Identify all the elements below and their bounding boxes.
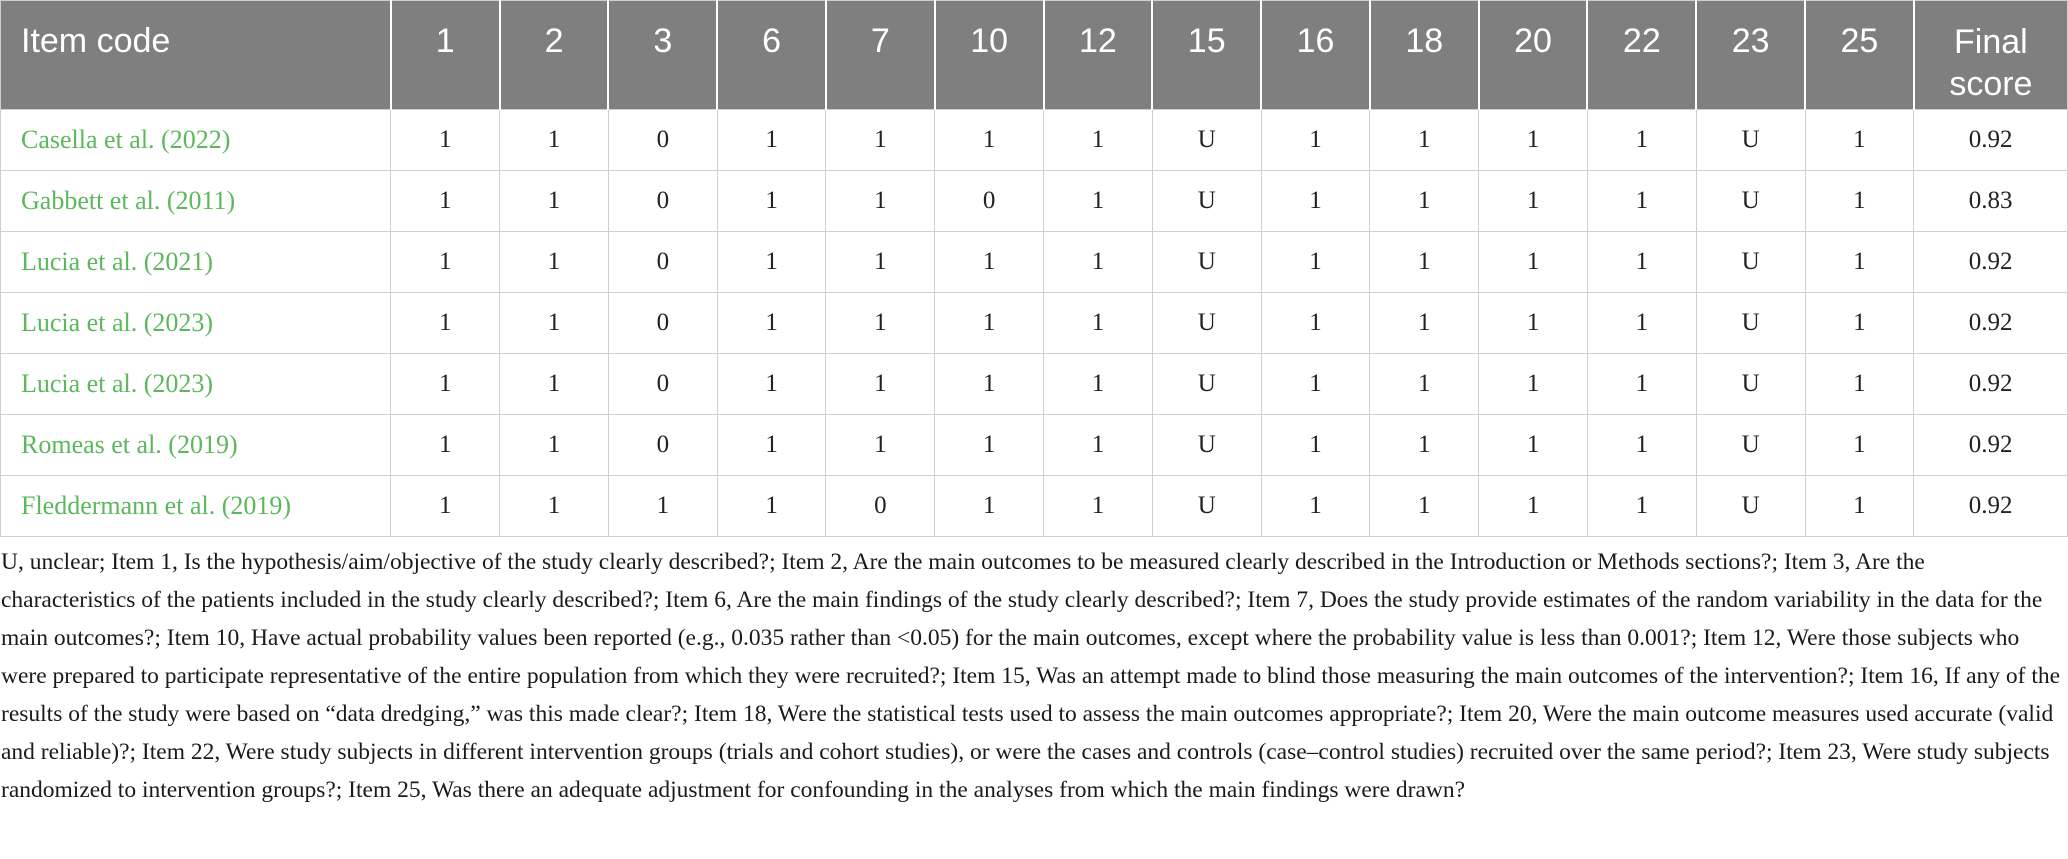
score-cell: 1 bbox=[1587, 354, 1696, 415]
score-cell: 1 bbox=[1370, 354, 1479, 415]
score-cell: 1 bbox=[1479, 476, 1588, 537]
score-cell: 1 bbox=[935, 293, 1044, 354]
score-cell: U bbox=[1696, 232, 1805, 293]
score-cell: 1 bbox=[1044, 476, 1153, 537]
score-cell: U bbox=[1152, 476, 1261, 537]
score-cell: 1 bbox=[1370, 415, 1479, 476]
score-cell: 0 bbox=[608, 354, 717, 415]
score-cell: 1 bbox=[391, 476, 500, 537]
score-cell: 1 bbox=[1805, 293, 1914, 354]
score-cell: 1 bbox=[1044, 354, 1153, 415]
score-cell: 0 bbox=[608, 232, 717, 293]
score-cell: 0 bbox=[608, 110, 717, 171]
header-item-label: 7 bbox=[870, 22, 890, 60]
score-cell: 1 bbox=[391, 415, 500, 476]
score-cell: 1 bbox=[391, 110, 500, 171]
score-cell: 1 bbox=[391, 354, 500, 415]
score-cell: 1 bbox=[1587, 110, 1696, 171]
header-item-label: 16 bbox=[1296, 22, 1335, 60]
header-final-score-label: Final score bbox=[1949, 23, 2033, 103]
final-score-cell: 0.92 bbox=[1914, 354, 2068, 415]
score-cell: 1 bbox=[826, 415, 935, 476]
score-cell: 1 bbox=[391, 171, 500, 232]
score-cell: 1 bbox=[1805, 171, 1914, 232]
header-item-label: 12 bbox=[1079, 22, 1117, 60]
score-cell: 1 bbox=[1587, 293, 1696, 354]
score-cell: 0 bbox=[935, 171, 1044, 232]
score-cell: 1 bbox=[935, 476, 1044, 537]
study-link[interactable]: Romeas et al. (2019) bbox=[1, 415, 391, 476]
score-cell: 1 bbox=[1479, 415, 1588, 476]
score-cell: 1 bbox=[717, 354, 826, 415]
score-cell: 1 bbox=[1587, 415, 1696, 476]
score-cell: 1 bbox=[391, 293, 500, 354]
score-cell: 1 bbox=[1370, 171, 1479, 232]
score-cell: 1 bbox=[1805, 415, 1914, 476]
study-link[interactable]: Lucia et al. (2023) bbox=[1, 354, 391, 415]
final-score-cell: 0.92 bbox=[1914, 476, 2068, 537]
score-cell: 1 bbox=[500, 354, 609, 415]
final-score-cell: 0.83 bbox=[1914, 171, 2068, 232]
score-cell: U bbox=[1696, 415, 1805, 476]
score-cell: 1 bbox=[1587, 476, 1696, 537]
header-item-12 bbox=[1044, 1, 1153, 110]
score-cell: 1 bbox=[1479, 171, 1588, 232]
score-cell: 1 bbox=[826, 171, 935, 232]
score-cell: 1 bbox=[1587, 171, 1696, 232]
score-cell: U bbox=[1152, 171, 1261, 232]
header-item-15 bbox=[1152, 1, 1261, 110]
score-cell: 1 bbox=[1261, 232, 1370, 293]
score-cell: 0 bbox=[608, 293, 717, 354]
score-cell: 1 bbox=[391, 232, 500, 293]
score-cell: 1 bbox=[1044, 293, 1153, 354]
header-item-label: 15 bbox=[1187, 22, 1226, 60]
score-cell: 1 bbox=[935, 415, 1044, 476]
study-link[interactable]: Lucia et al. (2021) bbox=[1, 232, 391, 293]
score-cell: 1 bbox=[500, 171, 609, 232]
table-row bbox=[1, 354, 2068, 415]
header-final-score bbox=[1914, 1, 2068, 110]
score-cell: 1 bbox=[935, 232, 1044, 293]
final-score-cell: 0.92 bbox=[1914, 293, 2068, 354]
score-cell: 1 bbox=[717, 415, 826, 476]
table-row bbox=[1, 110, 2068, 171]
score-cell: U bbox=[1152, 293, 1261, 354]
score-cell: 1 bbox=[826, 354, 935, 415]
score-cell: U bbox=[1696, 354, 1805, 415]
study-link[interactable]: Gabbett et al. (2011) bbox=[1, 171, 391, 232]
header-item-25 bbox=[1805, 1, 1914, 110]
score-cell: 1 bbox=[608, 476, 717, 537]
score-cell: 1 bbox=[500, 110, 609, 171]
score-cell: U bbox=[1152, 354, 1261, 415]
study-link[interactable]: Lucia et al. (2023) bbox=[1, 293, 391, 354]
score-cell: 1 bbox=[717, 171, 826, 232]
final-score-cell: 0.92 bbox=[1914, 232, 2068, 293]
score-cell: 1 bbox=[1479, 354, 1588, 415]
score-cell: 0 bbox=[608, 171, 717, 232]
score-cell: 1 bbox=[1044, 415, 1153, 476]
score-cell: 1 bbox=[717, 110, 826, 171]
header-item-label: 20 bbox=[1514, 22, 1552, 60]
score-cell: 1 bbox=[717, 476, 826, 537]
header-item-label: 18 bbox=[1405, 22, 1444, 60]
score-cell: 1 bbox=[1805, 232, 1914, 293]
score-cell: U bbox=[1152, 110, 1261, 171]
score-cell: 1 bbox=[826, 110, 935, 171]
header-item-20 bbox=[1479, 1, 1588, 110]
header-item-code bbox=[1, 1, 391, 110]
score-cell: 1 bbox=[500, 232, 609, 293]
score-cell: 1 bbox=[717, 232, 826, 293]
study-link[interactable]: Casella et al. (2022) bbox=[1, 110, 391, 171]
score-cell: 1 bbox=[1479, 110, 1588, 171]
score-cell: 1 bbox=[1044, 171, 1153, 232]
score-cell: 1 bbox=[1479, 232, 1588, 293]
final-score-cell: 0.92 bbox=[1914, 415, 2068, 476]
table-row bbox=[1, 171, 2068, 232]
score-cell: 1 bbox=[1261, 110, 1370, 171]
header-item-3 bbox=[608, 1, 717, 110]
score-cell: 1 bbox=[1587, 232, 1696, 293]
score-cell: 0 bbox=[608, 415, 717, 476]
header-item-label: 23 bbox=[1731, 22, 1770, 60]
score-cell: 1 bbox=[500, 415, 609, 476]
score-cell: 1 bbox=[1805, 110, 1914, 171]
score-cell: 1 bbox=[1261, 415, 1370, 476]
header-item-label: 10 bbox=[970, 22, 1009, 60]
header-item-6 bbox=[717, 1, 826, 110]
score-cell: 1 bbox=[826, 293, 935, 354]
header-item-18 bbox=[1370, 1, 1479, 110]
header-item-2 bbox=[500, 1, 609, 110]
score-cell: 1 bbox=[1261, 476, 1370, 537]
score-cell: 1 bbox=[1370, 293, 1479, 354]
score-cell: 1 bbox=[935, 354, 1044, 415]
final-score-cell: 0.92 bbox=[1914, 110, 2068, 171]
header-item-22 bbox=[1587, 1, 1696, 110]
score-cell: U bbox=[1696, 110, 1805, 171]
table-header-row bbox=[1, 1, 2068, 110]
header-item-label: 1 bbox=[435, 22, 455, 60]
score-cell: 1 bbox=[1370, 110, 1479, 171]
header-item-10 bbox=[935, 1, 1044, 110]
score-cell: 1 bbox=[1805, 354, 1914, 415]
header-item-23 bbox=[1696, 1, 1805, 110]
score-cell: U bbox=[1696, 476, 1805, 537]
score-cell: 1 bbox=[500, 476, 609, 537]
score-cell: 1 bbox=[1261, 293, 1370, 354]
header-item-label: 22 bbox=[1622, 22, 1661, 60]
score-cell: U bbox=[1696, 171, 1805, 232]
study-link[interactable]: Fleddermann et al. (2019) bbox=[1, 476, 391, 537]
table-row bbox=[1, 232, 2068, 293]
score-cell: U bbox=[1696, 293, 1805, 354]
header-item-label: 6 bbox=[762, 22, 782, 60]
score-cell: 1 bbox=[500, 293, 609, 354]
score-cell: 1 bbox=[717, 293, 826, 354]
score-cell: 1 bbox=[1044, 110, 1153, 171]
header-item-label: 25 bbox=[1840, 22, 1879, 60]
table-body bbox=[1, 110, 2068, 537]
score-cell: 1 bbox=[1805, 476, 1914, 537]
table-footnote: U, unclear; Item 1, Is the hypothesis/aim/objective of the study clearly described?; Item 2, Are the main outcomes to be measured clearly described in the Introduction or Methods sections?; Item 3, Are the characteristics of the patients included in the study clearly described?; Item 6, Are the main findings of the study clearly described?; Item 7, Does the study provide estimates of the random variability in the data for the main outcomes?; Item 10, Have actual probability values been reported (e.g., 0.035 rather than <0.05) for the main outcomes, except where the probability value is less than 0.001?; Item 12, Were those subjects who were prepared to participate representative of the entire population from which they were recruited?; Item 15, Was an attempt made to blind those measuring the main outcomes of the intervention?; Item 16, If any of the results of the study were based on “data dredging,” was this made clear?; Item 18, Were the statistical tests used to assess the main outcomes appropriate?; Item 20, Were the main outcome measures used accurate (valid and reliable)?; Item 22, Were study subjects in different intervention groups (trials and cohort studies), or were the cases and controls (case–control studies) recruited over the same period?; Item 23, Were study subjects randomized to intervention groups?; Item 25, Was there an adequate adjustment for confounding in the analyses from which the main findings were drawn? bbox=[1, 549, 2061, 803]
score-cell: 1 bbox=[826, 232, 935, 293]
header-item-label: 2 bbox=[544, 22, 564, 60]
header-item-label: 3 bbox=[653, 22, 673, 60]
table-row bbox=[1, 415, 2068, 476]
header-item-7 bbox=[826, 1, 935, 110]
score-cell: 1 bbox=[1261, 354, 1370, 415]
header-item-16 bbox=[1261, 1, 1370, 110]
header-item-1 bbox=[391, 1, 500, 110]
score-cell: U bbox=[1152, 232, 1261, 293]
score-cell: 1 bbox=[1044, 232, 1153, 293]
score-cell: 1 bbox=[935, 110, 1044, 171]
score-cell: U bbox=[1152, 415, 1261, 476]
table-row bbox=[1, 476, 2068, 537]
score-cell: 1 bbox=[1261, 171, 1370, 232]
table-row bbox=[1, 293, 2068, 354]
score-cell: 1 bbox=[1370, 232, 1479, 293]
header-item-code-label: Item code bbox=[21, 22, 171, 60]
score-cell: 1 bbox=[1370, 476, 1479, 537]
score-cell: 1 bbox=[1479, 293, 1588, 354]
score-cell: 0 bbox=[826, 476, 935, 537]
